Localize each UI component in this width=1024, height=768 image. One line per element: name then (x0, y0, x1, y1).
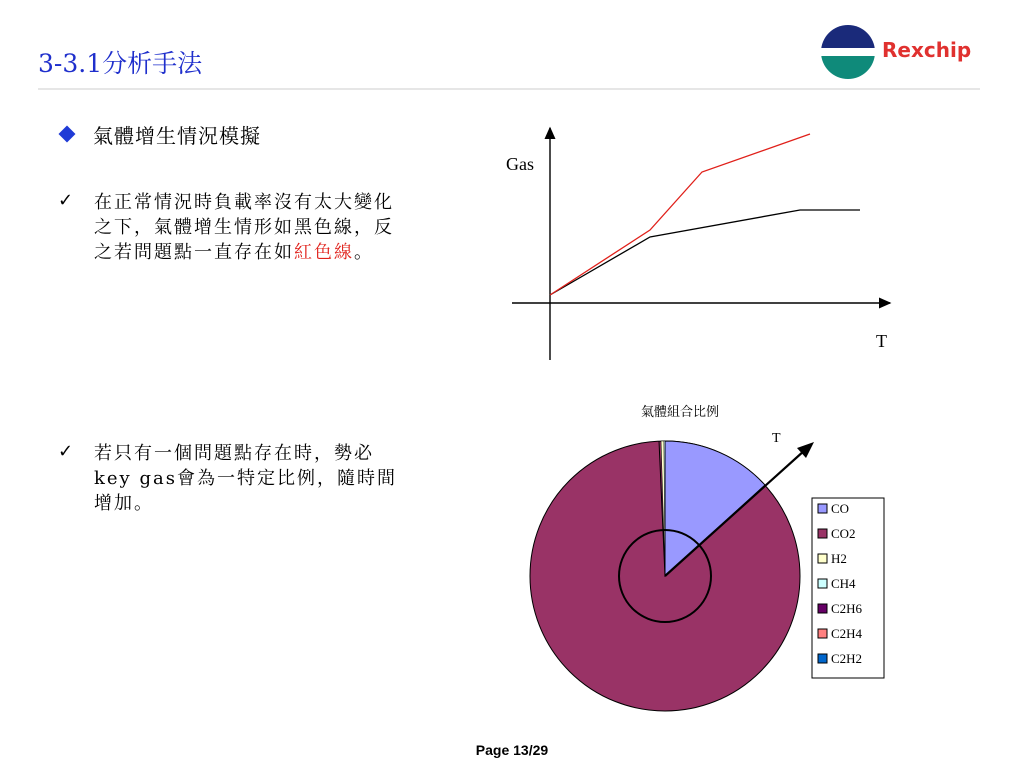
gas-composition-pie (520, 398, 890, 718)
checkmark-icon: ✓ (58, 441, 74, 462)
legend-label: C2H6 (831, 601, 863, 616)
legend-swatch (818, 604, 827, 613)
gas-growth-diagram (500, 120, 900, 365)
header-divider (38, 88, 980, 90)
y-axis-label: Gas (506, 154, 534, 174)
legend-swatch (818, 579, 827, 588)
checkmark-icon: ✓ (58, 190, 74, 211)
bullet-text-1: 在正常情況時負載率沒有太大變化 之下，氣體增生情形如黑色線，反 之若問題點一直存在如紅色線。 (94, 192, 394, 263)
section-heading: 氣體增生情況模擬 (93, 124, 261, 148)
legend-swatch (818, 554, 827, 563)
legend-swatch (818, 529, 827, 538)
legend-label: CO (831, 501, 850, 516)
section-heading-row (58, 120, 261, 149)
page-title: 3-3.1分析手法 (38, 49, 203, 78)
legend-label: CO2 (831, 526, 856, 541)
legend-swatch (818, 504, 827, 513)
bullet-text-2: 若只有一個問題點存在時，勢必 key gas會為一特定比例，隨時間 增加。 (94, 443, 397, 514)
red-line-text: 紅色線 (294, 242, 354, 263)
pie-title: 氣體組合比例 (640, 405, 720, 420)
red-line (550, 134, 810, 295)
diamond-bullet-icon (59, 126, 76, 143)
page-number: Page 13/29 (475, 742, 549, 758)
legend-label: CH4 (831, 576, 856, 591)
black-line (550, 210, 860, 295)
logo-text: Rexchip (882, 38, 972, 62)
legend-swatch (818, 629, 827, 638)
arrow-label: T (772, 431, 781, 446)
bullet-point-2 (58, 441, 397, 516)
bullet-point-1 (58, 190, 394, 265)
legend-swatch (818, 654, 827, 663)
x-axis-label: T (876, 331, 887, 351)
legend-label: H2 (831, 551, 847, 566)
legend-label: C2H4 (831, 626, 863, 641)
legend-label: C2H2 (831, 651, 863, 666)
